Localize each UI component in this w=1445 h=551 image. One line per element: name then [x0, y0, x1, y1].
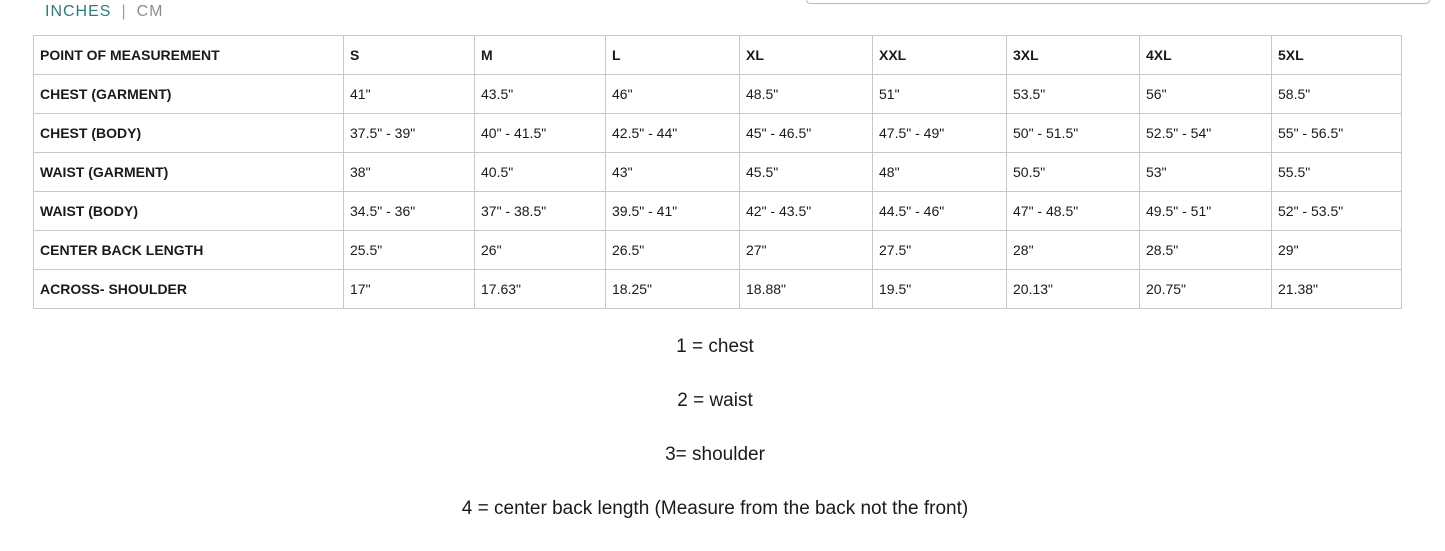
- table-cell: 47.5" - 49": [873, 114, 1007, 153]
- unit-cm-option[interactable]: CM: [136, 3, 164, 20]
- measurement-legend: [0, 335, 1430, 551]
- table-row: [34, 153, 1402, 192]
- header-size: M: [475, 36, 606, 75]
- unit-toggle: [45, 3, 164, 21]
- table-cell: 58.5": [1272, 75, 1402, 114]
- table-cell: 42.5" - 44": [606, 114, 740, 153]
- unit-inches-option[interactable]: INCHES: [45, 3, 112, 20]
- row-label: CHEST (BODY): [34, 114, 344, 153]
- header-size: S: [344, 36, 475, 75]
- table-cell: 39.5" - 41": [606, 192, 740, 231]
- table-row: [34, 192, 1402, 231]
- header-size: 5XL: [1272, 36, 1402, 75]
- legend-item-back-length: 4 = center back length (Measure from the back not the front): [461, 498, 969, 519]
- table-header-row: [34, 36, 1402, 75]
- table-cell: 17.63": [475, 270, 606, 309]
- table-cell: 41": [344, 75, 475, 114]
- table-cell: 50" - 51.5": [1007, 114, 1140, 153]
- header-size: XXL: [873, 36, 1007, 75]
- table-cell: 27.5": [873, 231, 1007, 270]
- table-cell: 29": [1272, 231, 1402, 270]
- table-cell: 40" - 41.5": [475, 114, 606, 153]
- table-cell: 45" - 46.5": [740, 114, 873, 153]
- table-cell: 27": [740, 231, 873, 270]
- table-cell: 47" - 48.5": [1007, 192, 1140, 231]
- table-cell: 43.5": [475, 75, 606, 114]
- table-cell: 34.5" - 36": [344, 192, 475, 231]
- table-cell: 53.5": [1007, 75, 1140, 114]
- row-label: WAIST (BODY): [34, 192, 344, 231]
- table-cell: 55" - 56.5": [1272, 114, 1402, 153]
- table-cell: 55.5": [1272, 153, 1402, 192]
- row-label: ACROSS- SHOULDER: [34, 270, 344, 309]
- header-size: 3XL: [1007, 36, 1140, 75]
- table-cell: 50.5": [1007, 153, 1140, 192]
- legend-item-waist: 2 = waist: [677, 390, 753, 411]
- table-row: [34, 75, 1402, 114]
- table-cell: 53": [1140, 153, 1272, 192]
- table-cell: 19.5": [873, 270, 1007, 309]
- table-cell: 56": [1140, 75, 1272, 114]
- table-row: [34, 114, 1402, 153]
- table-cell: 45.5": [740, 153, 873, 192]
- table-cell: 18.25": [606, 270, 740, 309]
- table-cell: 43": [606, 153, 740, 192]
- table-cell: 26": [475, 231, 606, 270]
- table-cell: 52" - 53.5": [1272, 192, 1402, 231]
- top-input-field[interactable]: [806, 0, 1430, 4]
- table-cell: 38": [344, 153, 475, 192]
- row-label: CENTER BACK LENGTH: [34, 231, 344, 270]
- table-cell: 40.5": [475, 153, 606, 192]
- row-label: CHEST (GARMENT): [34, 75, 344, 114]
- table-cell: 42" - 43.5": [740, 192, 873, 231]
- header-size: 4XL: [1140, 36, 1272, 75]
- table-row: [34, 231, 1402, 270]
- table-cell: 21.38": [1272, 270, 1402, 309]
- table-cell: 26.5": [606, 231, 740, 270]
- table-cell: 48": [873, 153, 1007, 192]
- row-label: WAIST (GARMENT): [34, 153, 344, 192]
- table-cell: 46": [606, 75, 740, 114]
- table-cell: 48.5": [740, 75, 873, 114]
- table-cell: 52.5" - 54": [1140, 114, 1272, 153]
- header-point-of-measurement: POINT OF MEASUREMENT: [34, 36, 344, 75]
- table-cell: 37" - 38.5": [475, 192, 606, 231]
- unit-separator: |: [121, 3, 127, 20]
- legend-item-chest: 1 = chest: [676, 336, 754, 357]
- table-cell: 18.88": [740, 270, 873, 309]
- table-cell: 20.75": [1140, 270, 1272, 309]
- table-cell: 49.5" - 51": [1140, 192, 1272, 231]
- table-cell: 17": [344, 270, 475, 309]
- table-cell: 28": [1007, 231, 1140, 270]
- table-cell: 37.5" - 39": [344, 114, 475, 153]
- table-cell: 51": [873, 75, 1007, 114]
- table-row: [34, 270, 1402, 309]
- table-cell: 28.5": [1140, 231, 1272, 270]
- header-size: L: [606, 36, 740, 75]
- legend-item-shoulder: 3= shoulder: [665, 444, 765, 465]
- table-cell: 25.5": [344, 231, 475, 270]
- header-size: XL: [740, 36, 873, 75]
- table-cell: 44.5" - 46": [873, 192, 1007, 231]
- table-cell: 20.13": [1007, 270, 1140, 309]
- size-chart-table: [33, 35, 1402, 309]
